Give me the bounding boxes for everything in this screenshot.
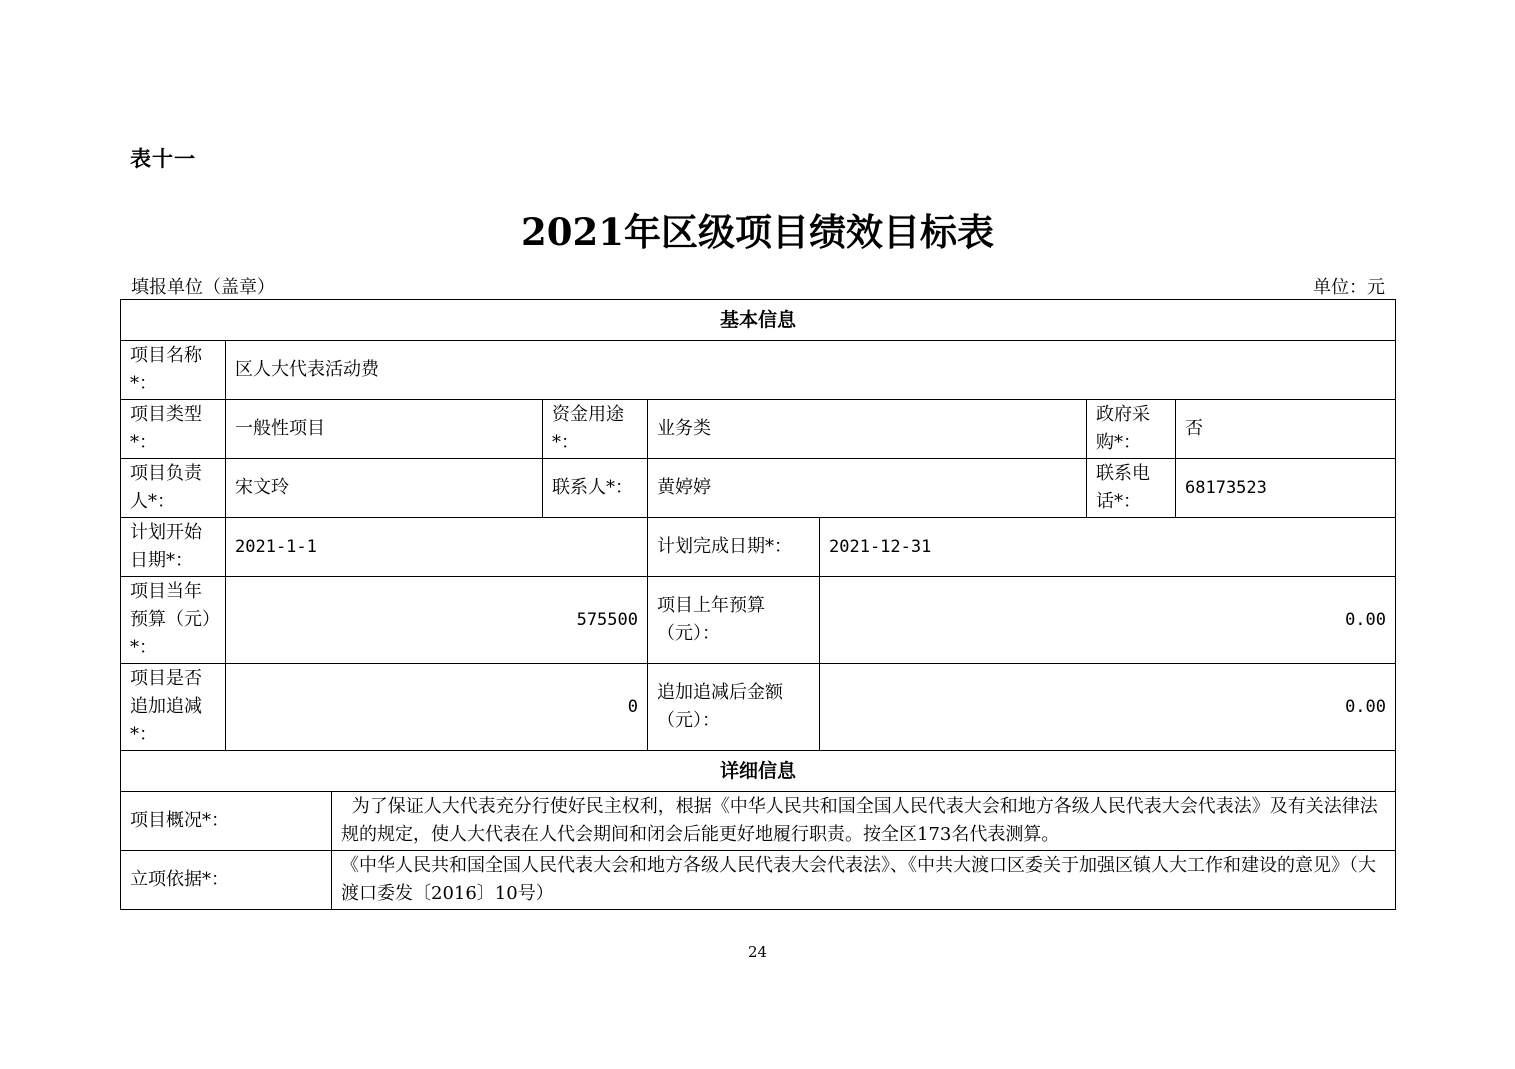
adjusted-amount-label: 追加追减后金额（元）： (648, 664, 820, 751)
previous-budget-label: 项目上年预算（元）： (648, 577, 820, 664)
basic-info-header: 基本信息 (121, 300, 1396, 341)
adjusted-amount-value: 0.00 (820, 664, 1396, 751)
start-date-value: 2021-1-1 (226, 518, 648, 577)
owner-label: 项目负责人*： (121, 459, 226, 518)
contact-value: 黄婷婷 (648, 459, 1087, 518)
adjustment-value: 0 (226, 664, 648, 751)
previous-budget-value: 0.00 (820, 577, 1396, 664)
currency-unit-label: 单位：元 (1313, 277, 1385, 298)
end-date-value: 2021-12-31 (820, 518, 1396, 577)
phone-value: 68173523 (1176, 459, 1396, 518)
basis-value: 《中华人民共和国全国人民代表大会和地方各级人民代表大会代表法》、《中共大渡口区委关于加强区镇人大工作和建设的意见》（大渡口委发〔2016〕10号） (332, 851, 1396, 910)
gov-purchase-value: 否 (1176, 400, 1396, 459)
project-type-label: 项目类型*： (121, 400, 226, 459)
adjustment-label: 项目是否追加追减*： (121, 664, 226, 751)
detail-info-header: 详细信息 (121, 751, 1396, 792)
project-name-value: 区人大代表活动费 (226, 341, 1396, 400)
performance-target-table (120, 299, 1396, 910)
owner-value: 宋文玲 (226, 459, 543, 518)
current-budget-value: 575500 (226, 577, 648, 664)
overview-label: 项目概况*： (121, 792, 332, 851)
table-number: 表十一 (130, 147, 196, 171)
fund-use-value: 业务类 (648, 400, 1087, 459)
end-date-label: 计划完成日期*： (648, 518, 820, 577)
page-number: 24 (747, 943, 768, 961)
overview-value: 为了保证人大代表充分行使好民主权利，根据《中华人民共和国全国人民代表大会和地方各级人民代表大会代表法》及有关法律法规的规定，使人大代表在人代会期间和闭会后能更好地履行职责。按全区173名代表测算。 (332, 792, 1396, 851)
contact-label: 联系人*： (543, 459, 648, 518)
project-type-value: 一般性项目 (226, 400, 543, 459)
start-date-label: 计划开始日期*： (121, 518, 226, 577)
current-budget-label: 项目当年预算（元）*： (121, 577, 226, 664)
project-name-label: 项目名称*： (121, 341, 226, 400)
gov-purchase-label: 政府采购*： (1087, 400, 1176, 459)
fund-use-label: 资金用途*： (543, 400, 648, 459)
phone-label: 联系电话*： (1087, 459, 1176, 518)
filler-unit-label: 填报单位（盖章） (131, 277, 275, 298)
document-title: 2021年区级项目绩效目标表 (521, 210, 994, 254)
basis-label: 立项依据*： (121, 851, 332, 910)
